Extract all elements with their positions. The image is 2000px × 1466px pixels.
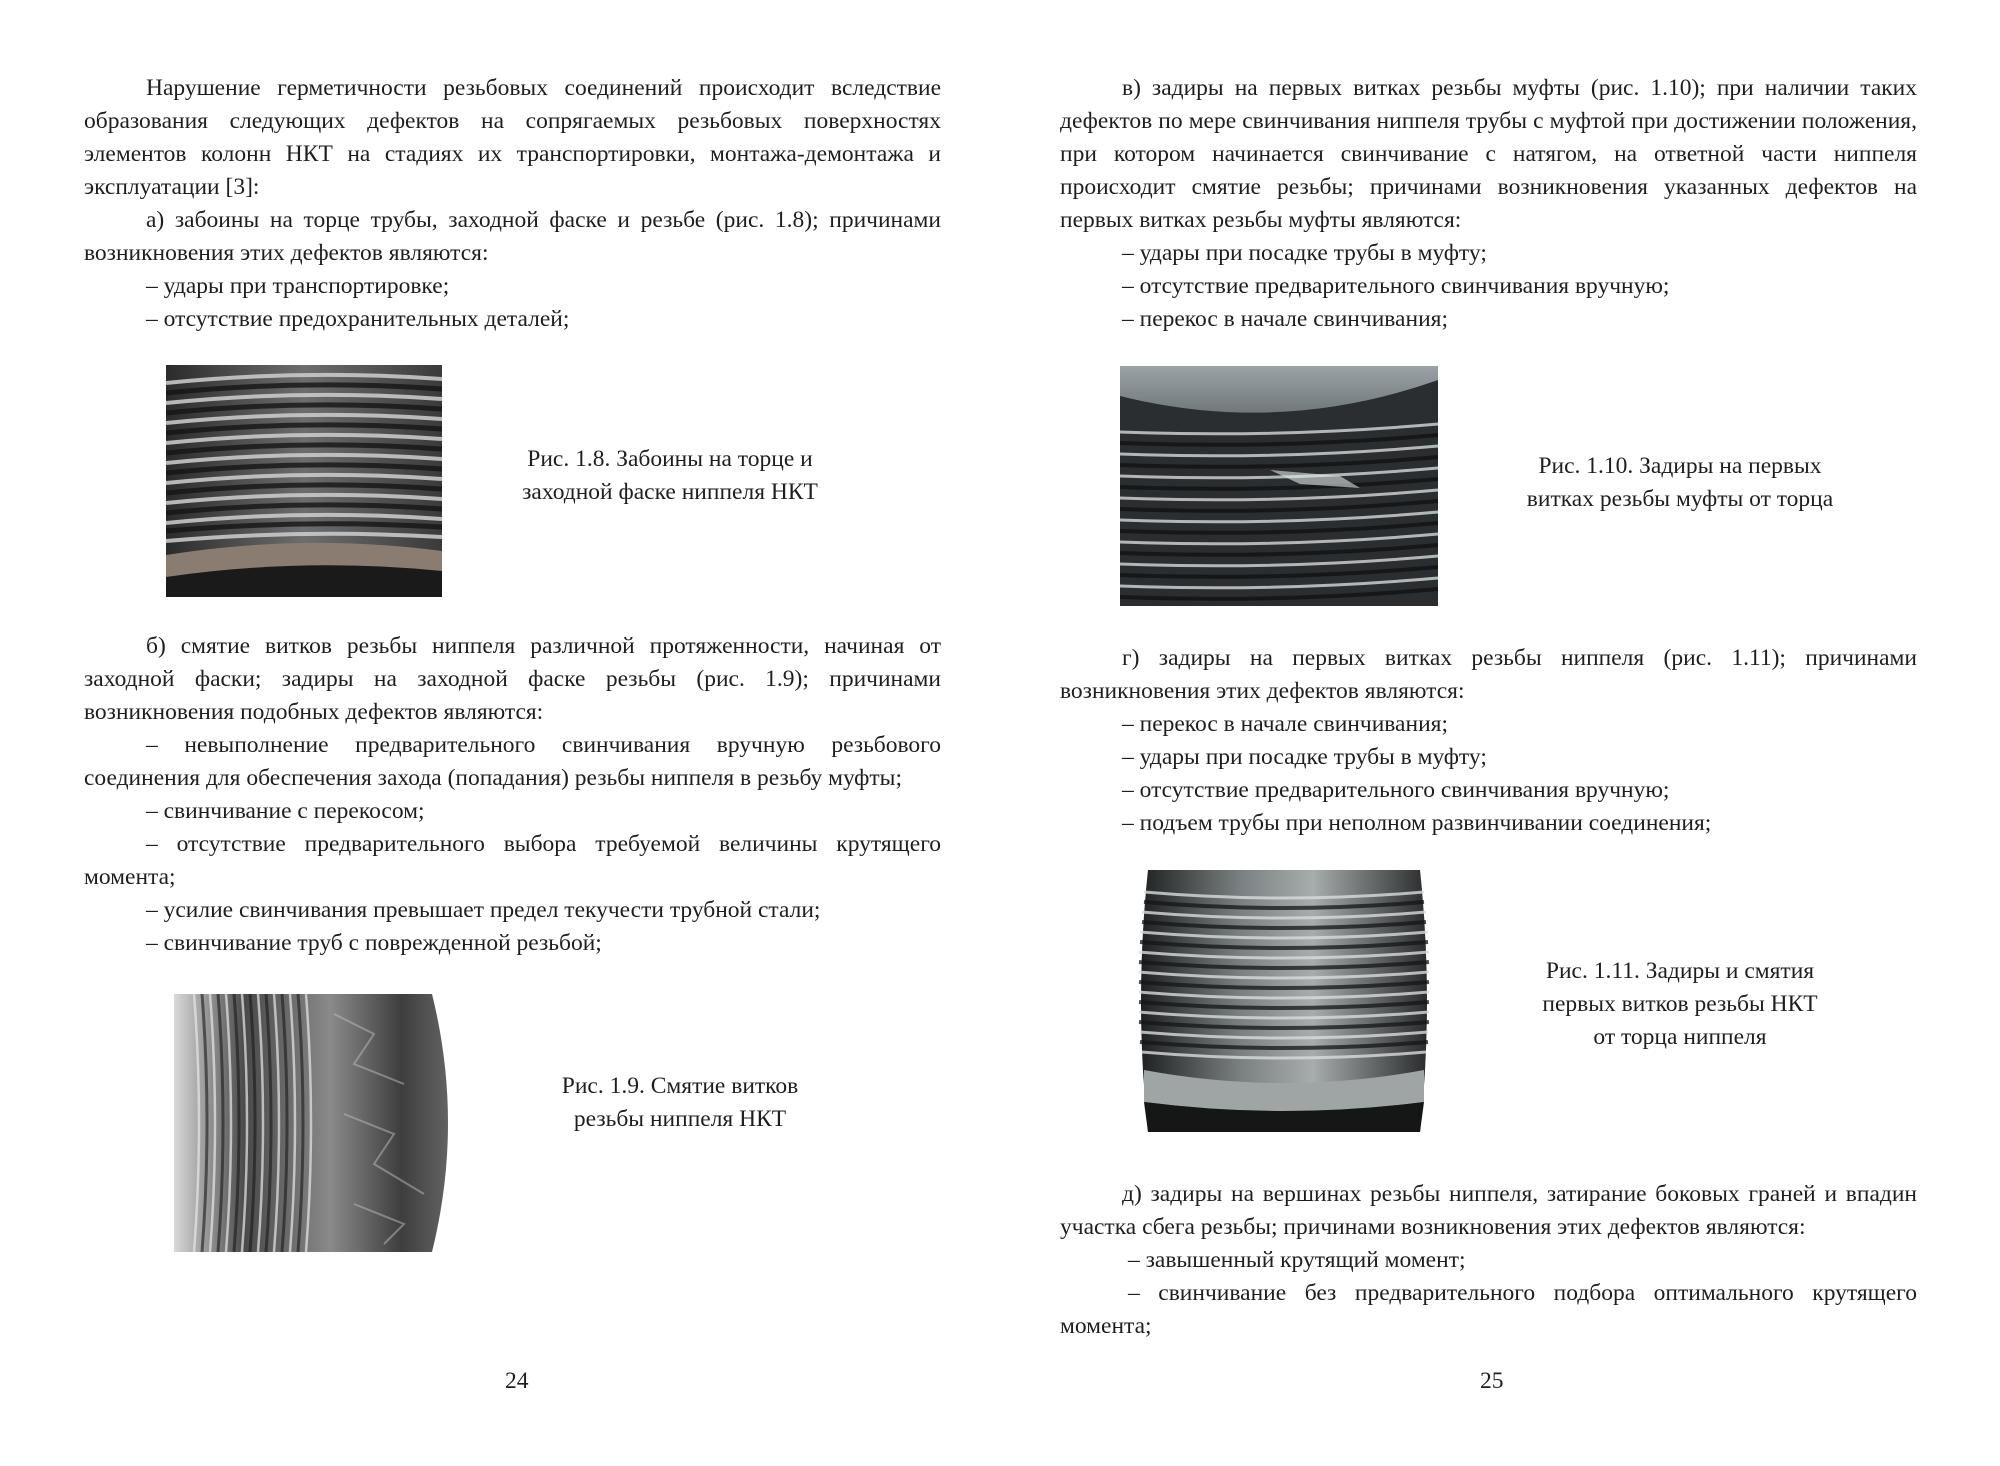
item-b-reason: – свинчивание труб с поврежденной резьбой; <box>146 930 602 956</box>
item-d-reason: – завышенный крутящий момент; <box>1128 1247 1466 1273</box>
thread-photo-1-9 <box>174 994 458 1252</box>
item-b-reason: – невыполнение предварительного свинчивания вручную резьбового соединения для обеспечения захода (попадания) резьбы ниппеля в резьбу муфты; <box>84 732 941 791</box>
figure-1-8-photo <box>166 365 442 597</box>
item-b-reason: – отсутствие предварительного выбора требуемой величины крутящего момента; <box>84 831 941 890</box>
thread-photo-1-11 <box>1134 870 1434 1132</box>
text-block-top-right <box>1060 72 1917 336</box>
item-b: б) смятие витков резьбы ниппеля различной протяженности, начиная от заходной фаски; задиры на заходной фаске резьбы (рис. 1.9); причинами возникновения подобных дефектов являются: <box>84 633 941 725</box>
figure-1-10-photo <box>1120 366 1438 606</box>
item-v-reason: – перекос в начале свинчивания; <box>1122 306 1448 332</box>
caption-line: Рис. 1.11. Задиры и смятия <box>1545 958 1815 984</box>
figure-1-9-caption <box>520 1070 840 1136</box>
item-g-reason: – удары при посадке трубы в муфту; <box>1122 744 1487 770</box>
text-block-bottom-right <box>1060 1178 1917 1343</box>
page-number-left: 24 <box>505 1368 529 1394</box>
caption-line: Рис. 1.8. Забоины на торце и <box>527 446 813 472</box>
item-g-reason: – отсутствие предварительного свинчивания вручную; <box>1122 777 1670 803</box>
text-block-top <box>84 72 941 336</box>
caption-line: Рис. 1.10. Задиры на первых <box>1538 453 1822 479</box>
item-d-reason: – свинчивание без предварительного подбора оптимального крутящего момента; <box>1060 1280 1917 1339</box>
text-block-middle <box>84 630 941 960</box>
item-g-reason: – подъем трубы при неполном развинчивании соединения; <box>1122 810 1712 836</box>
caption-line: первых витков резьбы НКТ <box>1542 991 1818 1017</box>
caption-line: от торца ниппеля <box>1593 1024 1767 1050</box>
thread-photo-1-8 <box>166 365 442 597</box>
figure-1-11-caption <box>1500 955 1860 1054</box>
figure-1-8-caption <box>470 443 870 509</box>
right-page <box>1000 0 2000 1466</box>
item-b-reason: – свинчивание с перекосом; <box>146 798 425 824</box>
item-g: г) задиры на первых витках резьбы ниппеля (рис. 1.11); причинами возникновения этих дефектов являются: <box>1060 645 1917 704</box>
figure-1-10-caption <box>1480 450 1880 516</box>
page-number-right: 25 <box>1480 1368 1504 1394</box>
figure-1-11-photo <box>1134 870 1434 1132</box>
item-g-reason: – перекос в начале свинчивания; <box>1122 711 1448 737</box>
intro-paragraph: Нарушение герметичности резьбовых соединений происходит вследствие образования следующих дефектов на сопрягаемых резьбовых поверхностях элементов колонн НКТ на стадиях их транспортировки, монтажа-демонтажа и эксплуатации [3]: <box>84 75 941 200</box>
item-b-reason: – усилие свинчивания превышает предел текучести трубной стали; <box>146 897 821 923</box>
caption-line: резьбы ниппеля НКТ <box>573 1106 787 1132</box>
item-v-reason: – удары при посадке трубы в муфту; <box>1122 240 1487 266</box>
caption-line: заходной фаске ниппеля НКТ <box>522 479 818 505</box>
text-block-middle-right <box>1060 642 1917 840</box>
item-a: а) забоины на торце трубы, заходной фаске и резьбе (рис. 1.8); причинами возникновения этих дефектов являются: <box>84 207 941 266</box>
item-v-reason: – отсутствие предварительного свинчивания вручную; <box>1122 273 1670 299</box>
figure-1-9-photo <box>174 994 458 1252</box>
item-a-reason: – отсутствие предохранительных деталей; <box>146 306 570 332</box>
item-a-reason: – удары при транспортировке; <box>146 273 450 299</box>
item-d: д) задиры на вершинах резьбы ниппеля, затирание боковых граней и впадин участка сбега резьбы; причинами возникновения этих дефектов являются: <box>1060 1181 1917 1240</box>
caption-line: Рис. 1.9. Смятие витков <box>561 1073 799 1099</box>
thread-photo-1-10 <box>1120 366 1438 606</box>
item-v: в) задиры на первых витках резьбы муфты (рис. 1.10); при наличии таких дефектов по мере свинчивания ниппеля трубы с муфтой при достижении положения, при котором начинается свинчивание с натягом, на ответной части ниппеля происходит смятие резьбы; причинами возникновения указанных дефектов на первых витках резьбы муфты являются: <box>1060 75 1917 233</box>
caption-line: витках резьбы муфты от торца <box>1526 486 1834 512</box>
